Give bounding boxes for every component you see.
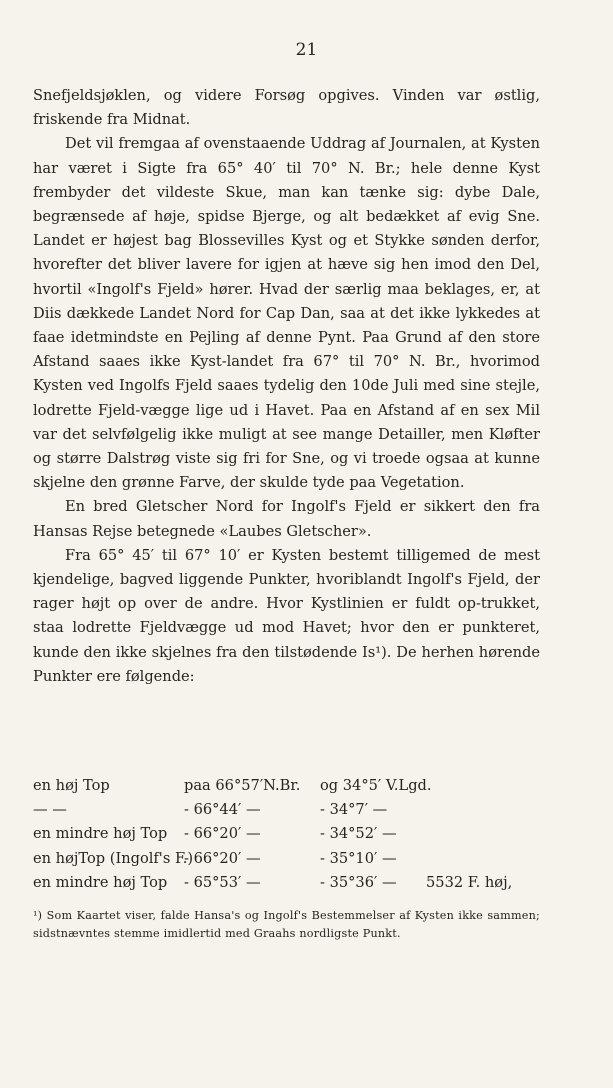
footnote <box>33 907 540 943</box>
paragraph-4: Fra 65° 45′ til 67° 10′ er Kysten bestemt tilligemed de mest kjendelige, bagved liggende Punkter, hvoriblandt Ingolf's Fjeld, der rager højt op over de andre. Hvor Kystlinien er fuldt op-trukket, staa lodrette Fjeldvægge ud mod Havet; hvor den er punkteret, kunde den ikke skjelnes fra den tilstødende Is¹). De herhen hørende Punkter ere følgende: <box>33 546 540 685</box>
longitude: og 34°5′ V.Lgd. <box>320 777 432 794</box>
latitude: - 66°20′ — <box>184 849 261 867</box>
latitude: paa 66°57′N.Br. <box>184 777 301 794</box>
latitude: - 66°44′ — <box>184 801 261 819</box>
table-row <box>33 847 533 871</box>
latitude: - 65°53′ — <box>184 873 261 891</box>
point-name: en høj Top <box>33 777 110 794</box>
table-row <box>33 774 533 798</box>
longitude: - 34°52′ — <box>320 825 397 843</box>
point-name: en mindre høj Top <box>33 825 168 843</box>
longitude: - 35°36′ — <box>320 873 397 891</box>
point-name: en mindre høj Top <box>33 873 168 891</box>
latitude: - 66°20′ — <box>184 825 261 843</box>
table-row <box>33 822 533 846</box>
point-name: — — <box>33 801 67 819</box>
page-number: 21 <box>295 40 318 60</box>
point-name: en højTop (Ingolf's F.) <box>33 849 194 867</box>
body-text <box>33 84 540 689</box>
paragraph-2: Det vil fremgaa af ovenstaaende Uddrag af Journalen, at Kysten har været i Sigte fra 65° 40′ til 70° N. Br.; hele denne Kyst frembyder det vildeste Skue, man kan tænke sig: dybe Dale, begrænsede af høje, spidse Bjerge, og alt bedækket af evig Sne. Landet er højest bag Blossevilles Kyst og et Stykke sønden derfor, hvorefter det bliver lavere for igjen at hæve sig hen imod den Del, hvortil «Ingolf's Fjeld» hører. Hvad der særlig maa beklages, er, at Diis dækkede Landet Nord for Cap Dan, saa at det ikke lykkedes at faae idetmindste en Pejling af denne Pynt. Paa Grund af den store Afstand saaes ikke Kyst-landet fra 67° til 70° N. Br., hvorimod Kysten ved Ingolfs Fjeld saaes tydelig den 10de Juli med sine stejle, lodrette Fjeld-vægge lige ud i Havet. Paa en Afstand af en sex Mil var det selvfølgelig ikke muligt at see mange Detailler, men Kløfter og større Dalstrøg viste sig fri for Sne, og vi troede ogsaa at kunne skjelne den grønne Farve, der skulde tyde paa Vegetation. <box>33 135 540 492</box>
longitude: - 35°10′ — <box>320 849 397 867</box>
altitude: 5532 F. høj, <box>426 873 513 891</box>
table-row <box>33 798 533 822</box>
table-row <box>33 871 533 895</box>
paragraph-3: En bred Gletscher Nord for Ingolf's Fjeld er sikkert den fra Hansas Rejse betegnede «Laubes Gletscher». <box>33 498 540 540</box>
footnote-text: ¹) Som Kaartet viser, falde Hansa's og Ingolf's Bestemmelser af Kysten ikke sammen; sidstnævntes stemme imidlertid med Graahs nordligste Punkt. <box>33 909 540 940</box>
longitude: - 34°7′ — <box>320 801 388 819</box>
coordinates-table <box>33 774 533 895</box>
paragraph-1: Snefjeldsjøklen, og videre Forsøg opgives. Vinden var østlig, friskende fra Midnat. <box>33 87 540 129</box>
